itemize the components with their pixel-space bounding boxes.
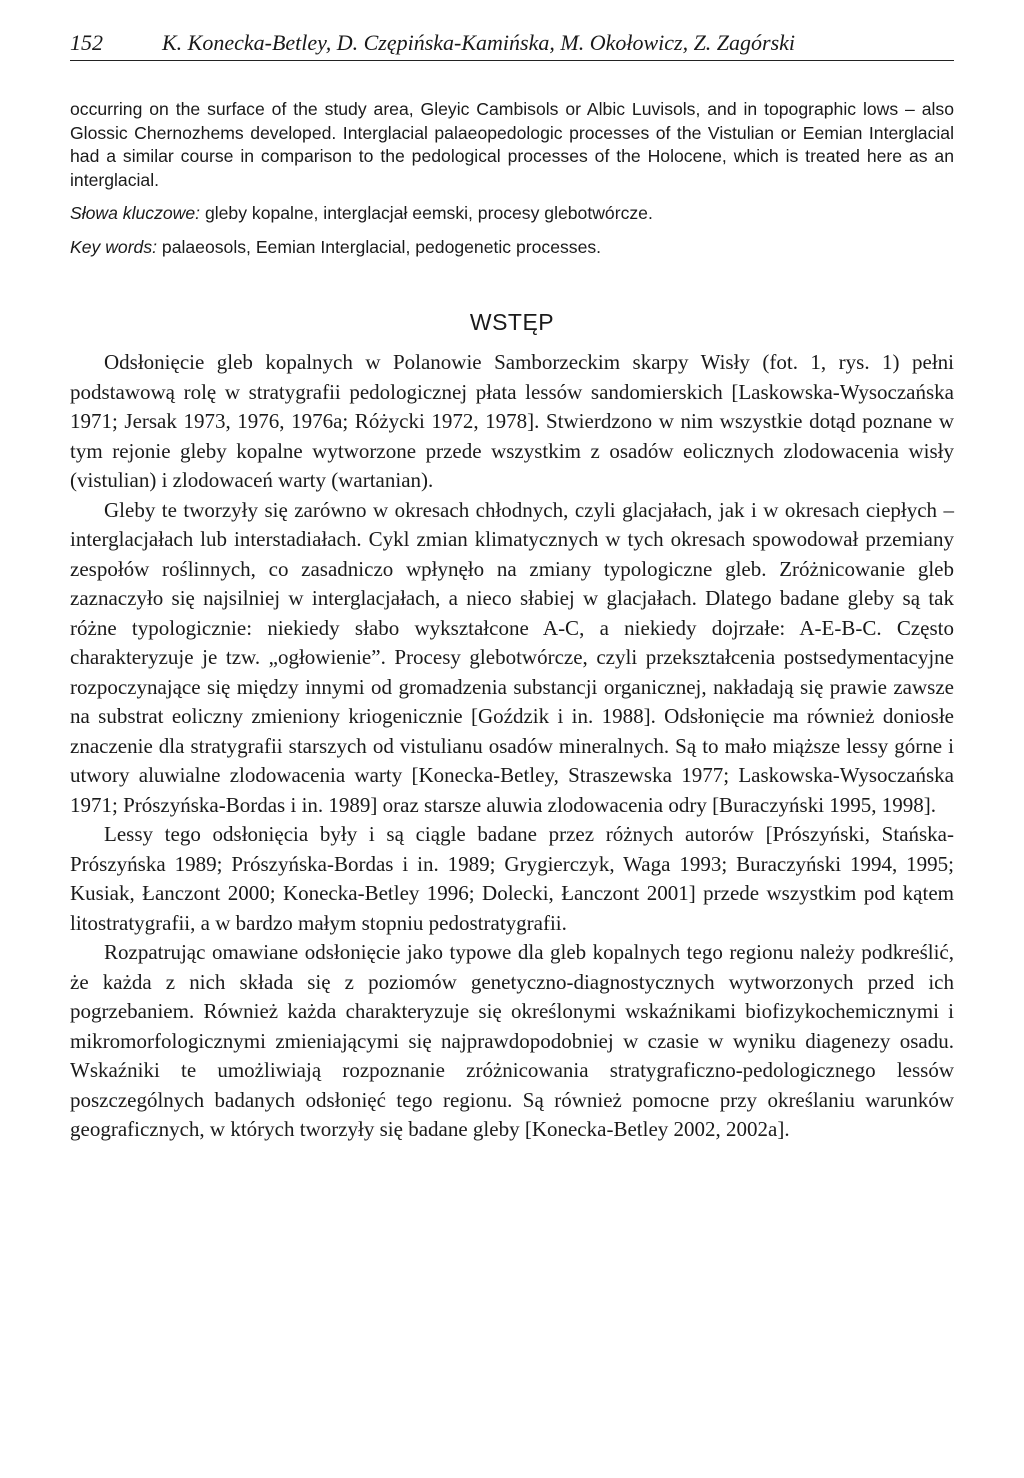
paragraph: Gleby te tworzyły się zarówno w okresach chłodnych, czyli glacjałach, jak i w okresach ciepłych – interglacjałach lub interstadiałach. Cykl zmian klimatycznych w tych okresach spowodował przemiany zespołów roślinnych, co zasadniczo wpłynęło na zmiany typologiczne gleb. Zróżnicowanie gleb zaznaczyło się najsilniej w interglacjałach, a nieco słabiej w glacjałach. Dlatego badane gleby są tak różne typologicznie: niekiedy słabo wykształcone A-C, a niekiedy dojrzałe: A-E-B-C. Często charakteryzuje je tzw. „ogłowienie”. Procesy glebotwórcze, czyli przekształcenia postsedymentacyjne rozpoczynające się między innymi od gromadzenia substancji organicznej, nakładają się prawie zawsze na substrat eoliczny zmieniony kriogenicznie [Goździk i in. 1988]. Odsłonięcie ma również doniosłe znaczenie dla stratygrafii starszych od vistulianu osadów mineralnych. Są to mało miąższe lessy górne i utwory aluwialne zlodowacenia warty [Konecka-Betley, Straszewska 1977; Laskowska-Wysoczańska 1971; Prószyńska-Bordas i in. 1989] oraz starsze aluwia zlodowacenia odry [Buraczyński 1995, 1998]. <box>70 497 954 817</box>
running-head-authors: K. Konecka-Betley, D. Czępińska-Kamińska, M. Okołowicz, Z. Zagórski <box>162 30 796 55</box>
paragraph: Rozpatrując omawiane odsłonięcie jako typowe dla gleb kopalnych tego regionu należy podkreślić, że każda z nich składa się z poziomów genetyczno-diagnostycznych wytworzonych przed ich pogrzebaniem. Również każda charakteryzuje się określonymi wskaźnikami biofizykochemicznymi i mikromorfologicznymi zmieniającymi się najprawdopodobniej w czasie w wyniku diagenezy osadu. Wskaźniki te umożliwiają rozpoznanie zróżnicowania stratygraficzno-pedologicznego lessów poszczególnych badanych odsłonięć tego regionu. Są również pomocne przy określaniu warunków geograficznych, w których tworzyły się badane gleby [Konecka-Betley 2002, 2002a]. <box>70 940 954 1141</box>
keywords-polish-label: Słowa kluczowe: <box>70 203 201 223</box>
keywords-polish-text: gleby kopalne, interglacjał eemski, procesy glebotwórcze. <box>200 203 653 223</box>
paragraph: Lessy tego odsłonięcia były i są ciągle badane przez różnych autorów [Prószyński, Stańska-Prószyńska 1989; Prószyńska-Bordas i in. 1989; Grygierczyk, Waga 1993; Buraczyński 1994, 1995; Kusiak, Łanczont 2000; Konecka-Betley 1996; Dolecki, Łanczont 2001] przede wszystkim pod kątem litostratygrafii, a w bardzo małym stopniu pedostratygrafii. <box>70 822 954 935</box>
page-number: 152 <box>70 30 103 55</box>
section-title: WSTĘP <box>469 309 555 335</box>
paragraph: Odsłonięcie gleb kopalnych w Polanowie Samborzeckim skarpy Wisły (fot. 1, rys. 1) pełni podstawową rolę w stratygrafii pedologicznej płata lessów sandomierskich [Laskowska-Wysoczańska 1971; Jersak 1973, 1976, 1976a; Różycki 1972, 1978]. Stwierdzono w nim wszystkie dotąd poznane w tym rejonie gleby kopalne wytworzone przede wszystkim z osadów eolicznych zlodowacenia wisły (vistulian) i zlodowaceń warty (wartanian). <box>70 350 954 492</box>
keywords-english-label: Key words: <box>70 236 158 257</box>
running-head <box>70 30 954 61</box>
keywords-polish <box>70 202 954 226</box>
page <box>70 30 954 1145</box>
keywords-english-text: palaeosols, Eemian Interglacial, pedogenetic processes. <box>157 236 602 257</box>
body-text <box>70 348 954 1145</box>
abstract-text: occurring on the surface of the study area, Gleyic Cambisols or Albic Luvisols, and in topographic lows – also Glossic Chernozhems developed. Interglacial palaeopedologic processes of the Vistulian or Eemian Interglacial had a similar course in comparison to the pedological processes of the Holocene, which is treated here as an interglacial. <box>70 99 954 190</box>
keywords-english <box>70 236 954 260</box>
